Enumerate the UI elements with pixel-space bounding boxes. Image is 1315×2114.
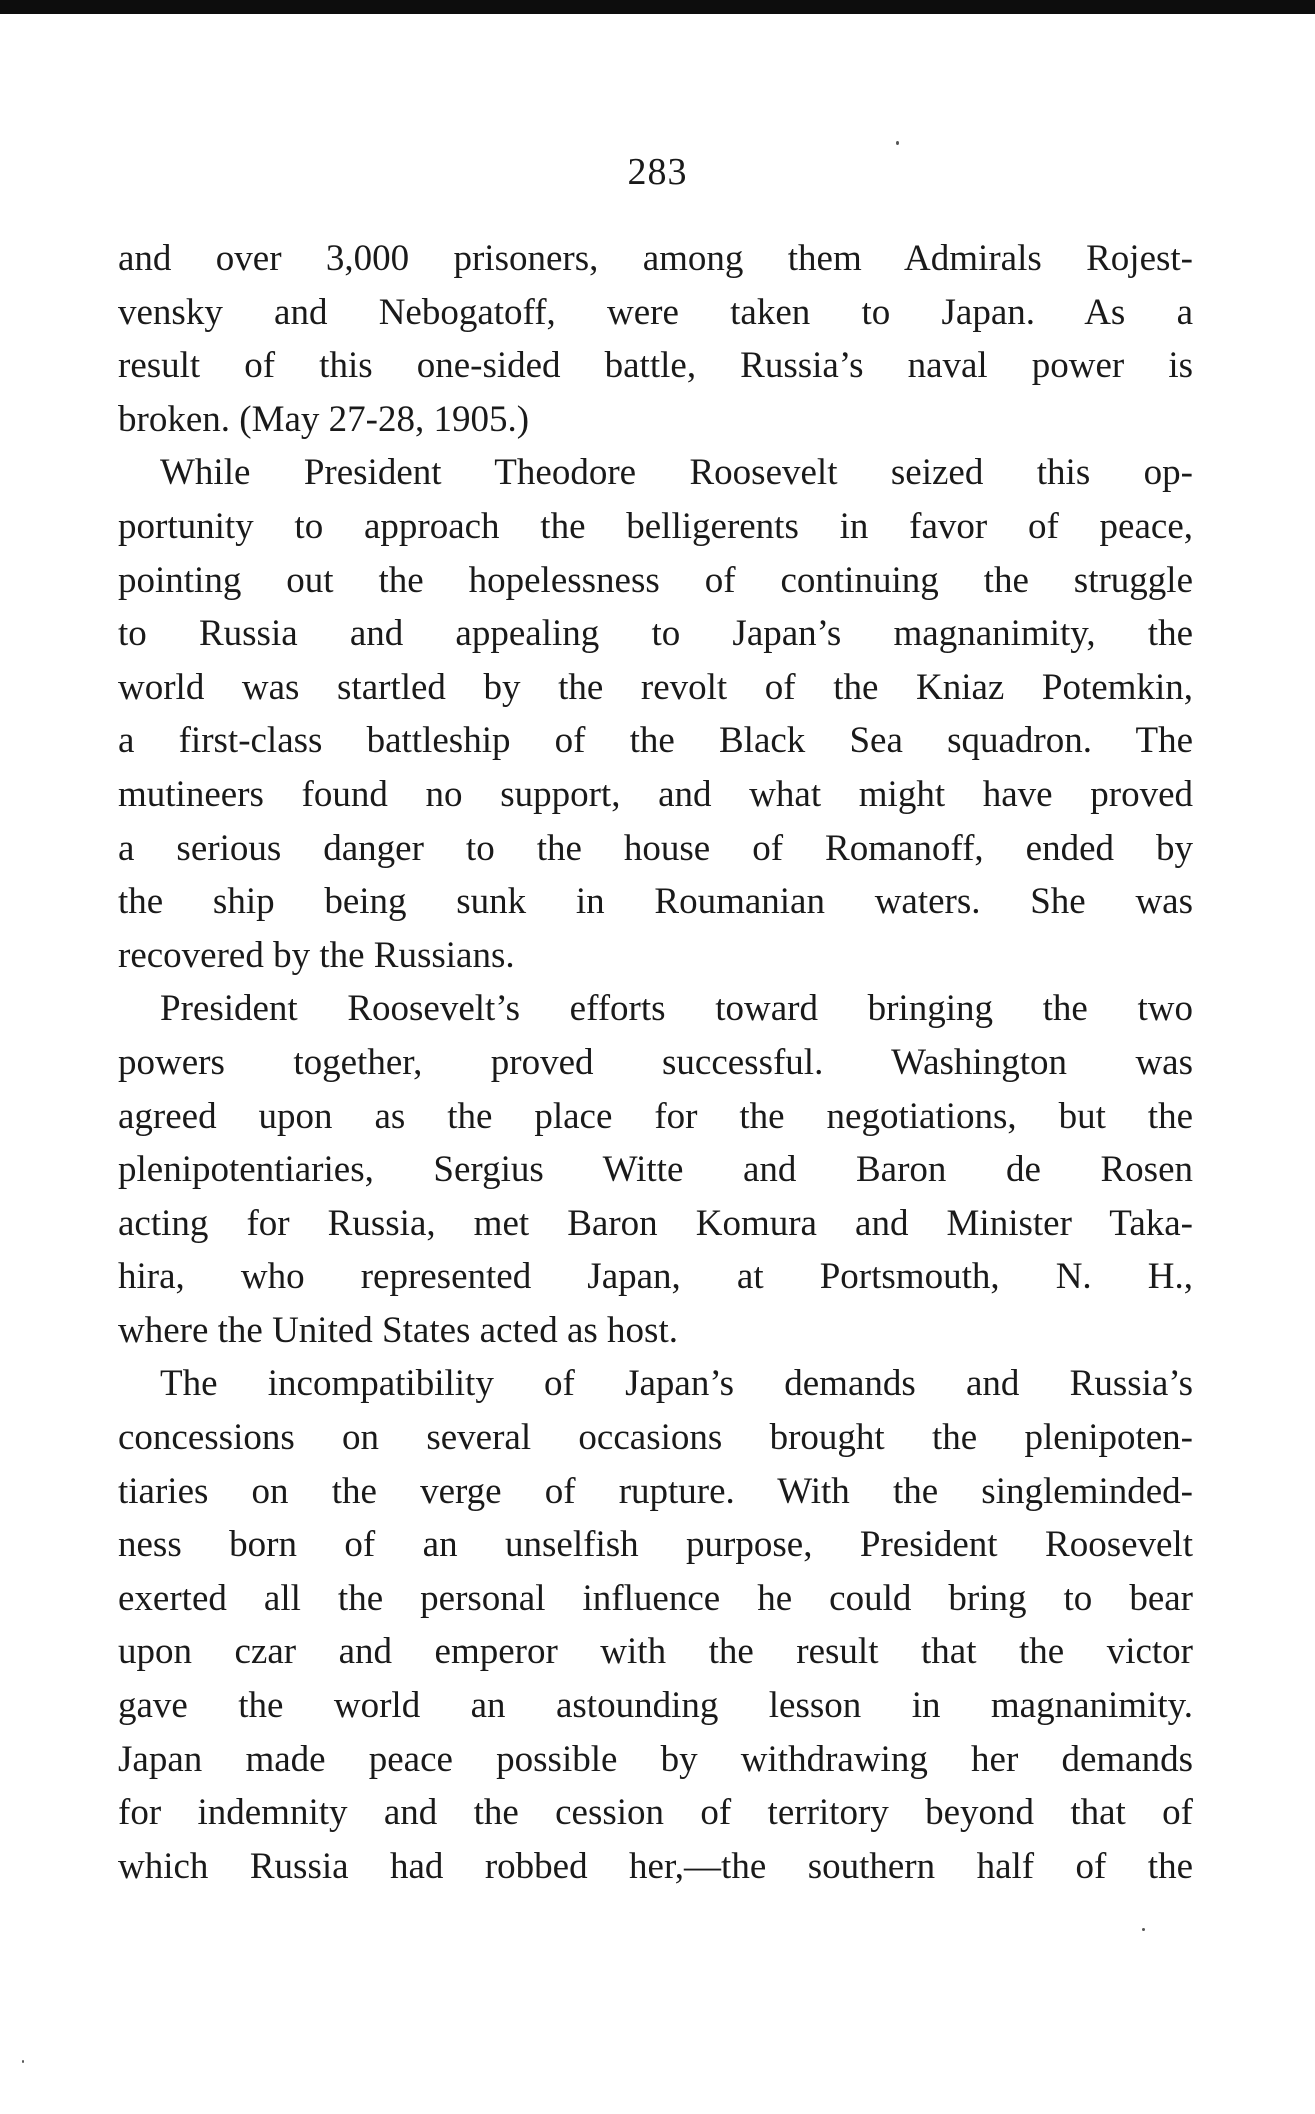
scan-speck bbox=[896, 141, 899, 145]
text-line: concessions on several occasions brought the plenipoten- bbox=[118, 1417, 1193, 1459]
text-line: mutineers found no support, and what might have proved bbox=[118, 773, 1193, 815]
text-line: and over 3,000 prisoners, among them Admirals Rojest- bbox=[118, 238, 1193, 279]
text-line: President Roosevelt’s efforts toward bringing the two bbox=[160, 988, 1193, 1030]
text-line: tiaries on the verge of rupture. With the singleminded- bbox=[118, 1470, 1193, 1512]
text-line: portunity to approach the belligerents in favor of peace, bbox=[118, 505, 1193, 547]
text-line: The incompatibility of Japan’s demands and Russia’s bbox=[160, 1363, 1193, 1405]
text-line: upon czar and emperor with the result that the victor bbox=[118, 1631, 1193, 1673]
body-text bbox=[118, 232, 1193, 1893]
text-line: vensky and Nebogatoff, were taken to Japan. As a bbox=[118, 291, 1193, 333]
text-line: a serious danger to the house of Romanoff, ended by bbox=[118, 827, 1193, 869]
text-line: acting for Russia, met Baron Komura and Minister Taka- bbox=[118, 1202, 1193, 1244]
text-line: which Russia had robbed her,—the southern half of the bbox=[118, 1845, 1193, 1887]
page-top-edge bbox=[0, 0, 1315, 14]
scan-speck bbox=[1142, 1928, 1145, 1931]
text-line: where the United States acted as host. bbox=[118, 1309, 678, 1351]
text-line: exerted all the personal influence he could bring to bear bbox=[118, 1577, 1193, 1619]
text-line: hira, who represented Japan, at Portsmouth, N. H., bbox=[118, 1256, 1193, 1298]
text-line: recovered by the Russians. bbox=[118, 934, 515, 976]
text-line: a first-class battleship of the Black Sea squadron. The bbox=[118, 720, 1193, 762]
text-line: plenipotentiaries, Sergius Witte and Baron de Rosen bbox=[118, 1149, 1193, 1191]
page-number: 283 bbox=[627, 151, 688, 193]
text-line: gave the world an astounding lesson in magnanimity. bbox=[118, 1685, 1193, 1727]
text-line: pointing out the hopelessness of continuing the struggle bbox=[118, 559, 1193, 601]
text-line: powers together, proved successful. Washington was bbox=[118, 1041, 1193, 1083]
text-line: Japan made peace possible by withdrawing her demands bbox=[118, 1738, 1193, 1780]
text-line: agreed upon as the place for the negotiations, but the bbox=[118, 1095, 1193, 1137]
text-line: broken. (May 27-28, 1905.) bbox=[118, 398, 530, 440]
text-line: While President Theodore Roosevelt seized this op- bbox=[160, 452, 1193, 494]
scan-speck bbox=[22, 2060, 24, 2063]
text-line: ness born of an unselfish purpose, President Roosevelt bbox=[118, 1524, 1193, 1566]
text-line: result of this one-sided battle, Russia’s naval power is bbox=[118, 345, 1193, 387]
text-line: the ship being sunk in Roumanian waters. She was bbox=[118, 881, 1193, 923]
text-line: world was startled by the revolt of the Kniaz Potemkin, bbox=[118, 666, 1193, 708]
text-line: for indemnity and the cession of territory beyond that of bbox=[118, 1792, 1193, 1834]
text-line: to Russia and appealing to Japan’s magnanimity, the bbox=[118, 613, 1193, 655]
